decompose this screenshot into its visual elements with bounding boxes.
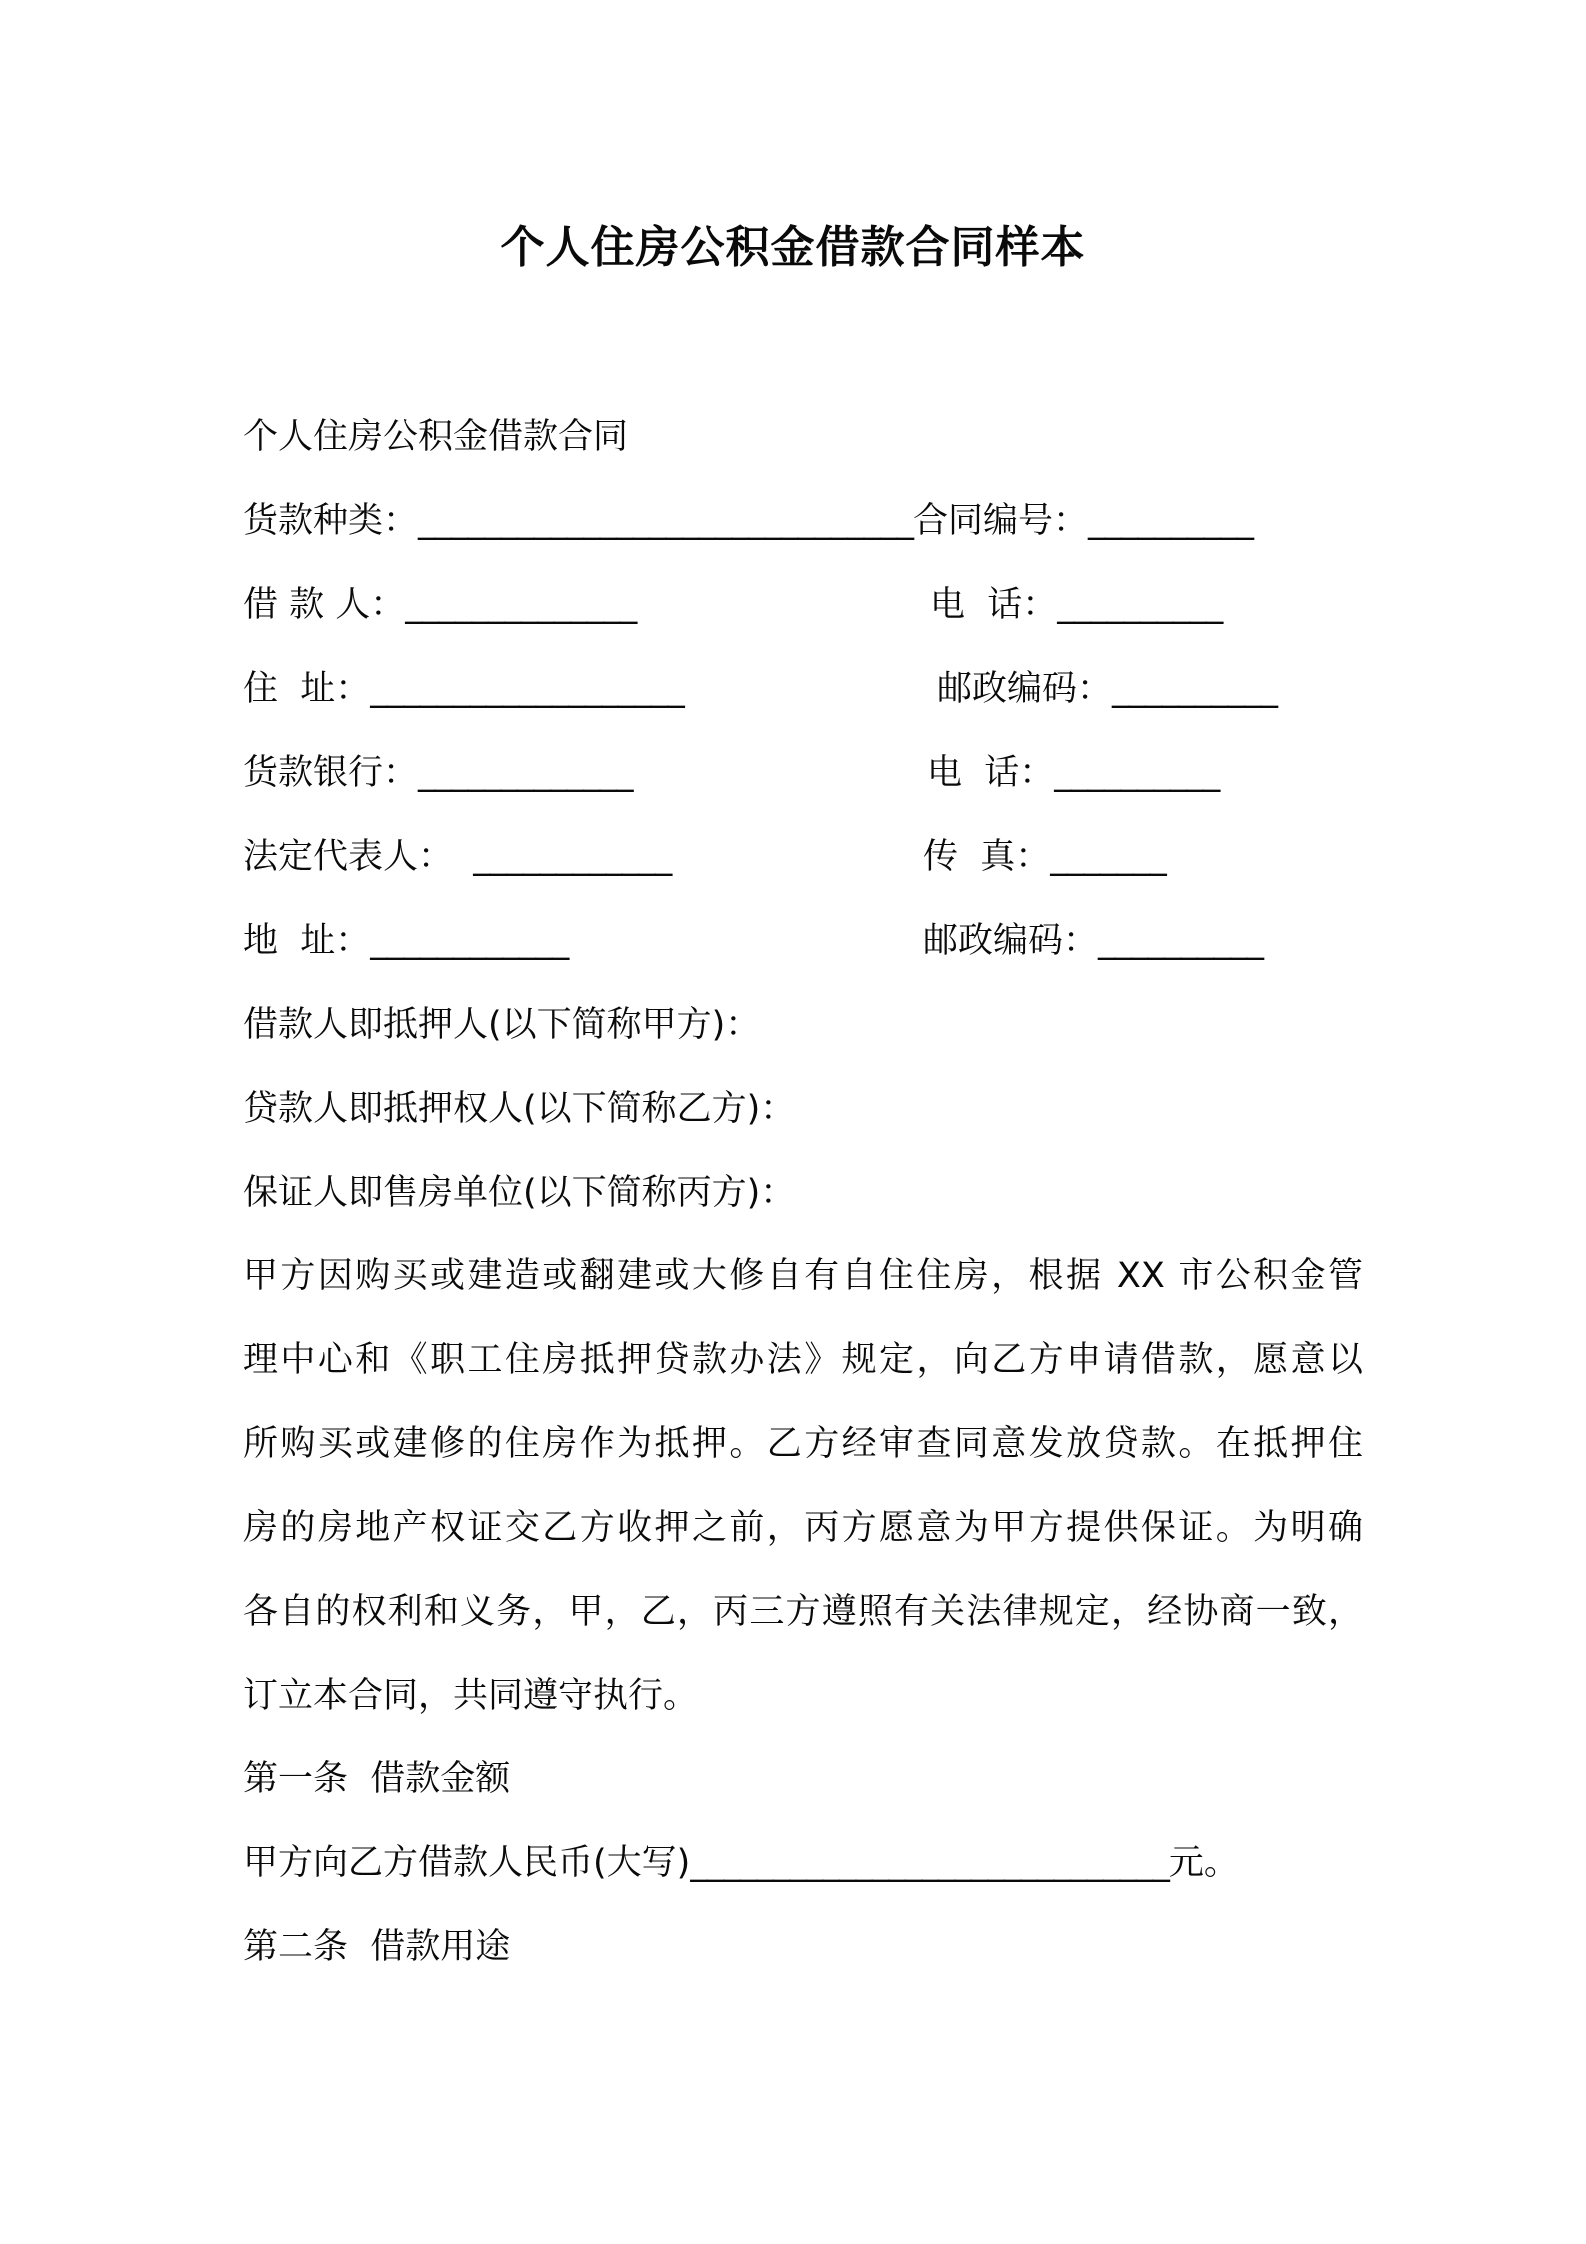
field-label: 合同编号： <box>913 501 1089 541</box>
document-title: 个人住房公积金借款合同样本 <box>500 222 1086 273</box>
article-2-heading: 第二条 借款用途 <box>243 1927 511 1967</box>
borrower-phone-input-blank[interactable]: __________ <box>1057 585 1223 625</box>
field-label: 邮政编码： <box>923 921 1099 961</box>
field-borrower <box>243 580 636 630</box>
field-label: 住 址： <box>243 669 371 709</box>
field-label: 法定代表人： <box>243 837 454 877</box>
loan-amount-input-blank[interactable]: _____________________________ <box>690 1843 1169 1883</box>
field-label: 货款种类： <box>243 501 419 541</box>
borrower-input-blank[interactable]: ______________ <box>405 585 637 625</box>
field-bank-postcode <box>923 916 1263 966</box>
field-borrower-address <box>243 664 684 714</box>
loan-type-input-blank[interactable]: ______________________________ <box>418 501 914 541</box>
field-borrower-postcode <box>937 664 1277 714</box>
article-1-text <box>243 1838 1239 1888</box>
borrower-postcode-input-blank[interactable]: __________ <box>1112 669 1278 709</box>
preamble-line: 各自的权利和义务，甲，乙，丙三方遵照有关法律规定，经协商一致， <box>243 1592 1363 1632</box>
field-label: 传 真： <box>923 837 1051 877</box>
party-a-line: 借款人即抵押人(以下简称甲方)： <box>243 1005 761 1045</box>
article-1-prefix: 甲方向乙方借款人民币(大写) <box>243 1843 691 1883</box>
preamble-paragraph <box>243 1234 1363 1738</box>
field-label: 电 话： <box>927 753 1055 793</box>
field-fax <box>923 832 1166 882</box>
field-label: 电 话： <box>930 585 1058 625</box>
preamble-line: 甲方因购买或建造或翻建或大修自有自住住房，根据 XX 市公积金管 <box>243 1256 1363 1296</box>
preamble-line: 所购买或建修的住房作为抵押。乙方经审查同意发放贷款。在抵押住 <box>243 1424 1363 1464</box>
article-1-suffix: 元。 <box>1168 1843 1239 1883</box>
legal-representative-input-blank[interactable]: ____________ <box>453 837 672 877</box>
bank-phone-input-blank[interactable]: __________ <box>1054 753 1220 793</box>
field-label: 借 款 人： <box>243 585 406 625</box>
field-borrower-phone <box>930 580 1222 630</box>
field-lender-bank <box>243 748 633 798</box>
lender-bank-input-blank[interactable]: _____________ <box>418 753 633 793</box>
field-legal-representative <box>243 832 671 882</box>
preamble-line: 理中心和《职工住房抵押贷款办法》规定，向乙方申请借款，愿意以 <box>243 1340 1363 1380</box>
party-c-line: 保证人即售房单位(以下简称丙方)： <box>243 1173 796 1213</box>
field-label: 邮政编码： <box>937 669 1113 709</box>
contract-subtitle: 个人住房公积金借款合同 <box>243 417 629 457</box>
field-bank-phone <box>927 748 1219 798</box>
preamble-line: 订立本合同，共同遵守执行。 <box>243 1676 699 1716</box>
contract-number-input-blank[interactable]: __________ <box>1088 501 1254 541</box>
field-loan-type <box>243 496 1253 546</box>
preamble-line: 房的房地产权证交乙方收押之前，丙方愿意为甲方提供保证。为明确 <box>243 1508 1363 1548</box>
field-bank-address <box>243 916 568 966</box>
party-b-line: 贷款人即抵押权人(以下简称乙方)： <box>243 1089 796 1129</box>
field-label: 货款银行： <box>243 753 419 793</box>
bank-address-input-blank[interactable]: ____________ <box>370 921 569 961</box>
fax-input-blank[interactable]: _______ <box>1050 837 1166 877</box>
bank-postcode-input-blank[interactable]: __________ <box>1098 921 1264 961</box>
borrower-address-input-blank[interactable]: ___________________ <box>370 669 684 709</box>
article-1-heading: 第一条 借款金额 <box>243 1759 511 1799</box>
field-label: 地 址： <box>243 921 371 961</box>
